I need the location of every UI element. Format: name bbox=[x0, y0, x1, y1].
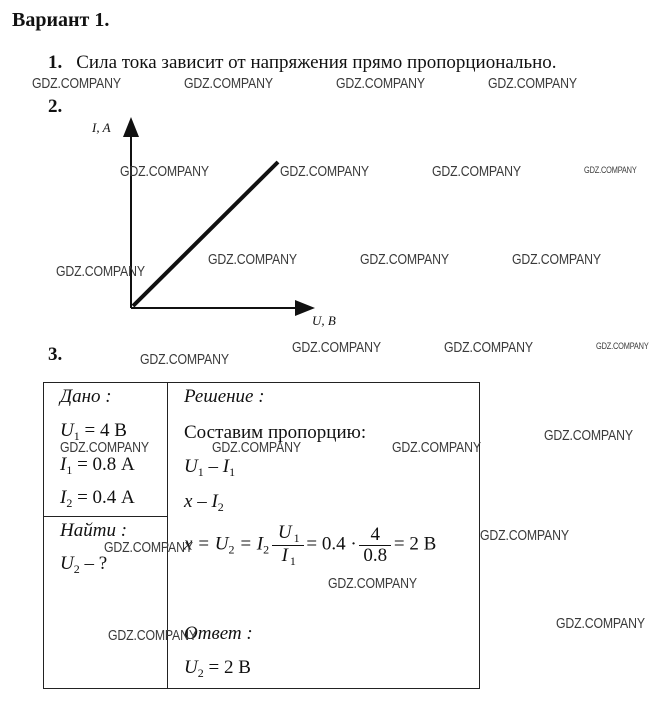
watermark: GDZ.COMPANY bbox=[212, 439, 301, 456]
watermark: GDZ.COMPANY bbox=[360, 251, 449, 268]
iu-graph bbox=[90, 112, 360, 337]
question-3-number: 3. bbox=[48, 344, 63, 365]
watermark: GDZ.COMPANY bbox=[328, 575, 417, 592]
variant-title: Вариант 1. bbox=[12, 9, 110, 31]
question-2-number: 2. bbox=[48, 96, 63, 117]
x-axis-label: U, B bbox=[312, 313, 336, 328]
given-i1: $I_1 = 0.8$ А bbox=[60, 454, 135, 477]
watermark: GDZ.COMPANY bbox=[280, 163, 369, 180]
y-axis-label: I, A bbox=[92, 120, 111, 135]
watermark: GDZ.COMPANY bbox=[544, 427, 633, 444]
watermark: GDZ.COMPANY bbox=[392, 439, 481, 456]
watermark: GDZ.COMPANY bbox=[584, 165, 637, 175]
watermark: GDZ.COMPANY bbox=[480, 527, 569, 544]
watermark: GDZ.COMPANY bbox=[120, 163, 209, 180]
watermark: GDZ.COMPANY bbox=[32, 75, 121, 92]
fraction-u1-i1: $\frac{U _1}{I _1}$ bbox=[274, 523, 302, 567]
watermark: GDZ.COMPANY bbox=[596, 341, 649, 351]
otvet-heading: Ответ : bbox=[184, 623, 253, 644]
watermark: GDZ.COMPANY bbox=[60, 439, 149, 456]
question-1-number: 1. bbox=[48, 52, 63, 73]
table-horizontal-divider bbox=[44, 516, 168, 517]
watermark: GDZ.COMPANY bbox=[292, 339, 381, 356]
naiti-heading: Найти : bbox=[60, 520, 128, 541]
watermark: GDZ.COMPANY bbox=[336, 75, 425, 92]
proportion-row-1: $U_1 - I_1$ bbox=[184, 456, 236, 479]
given-u1: $U_1 = 4$ В bbox=[60, 420, 127, 443]
answer-u2: $U_2 = 2$ В bbox=[184, 657, 251, 680]
proportion-intro: Составим пропорцию: bbox=[184, 422, 367, 443]
watermark: GDZ.COMPANY bbox=[56, 263, 145, 280]
given-i2: $I_2 = 0.4$ А bbox=[60, 487, 135, 510]
formula: $x = U_2 = I_2$ $\frac{U _1}{I _1}$ = 0.4 · $\frac{4}{0.8}$ = 2 В bbox=[184, 522, 437, 568]
reshenie-heading: Решение : bbox=[184, 386, 265, 407]
watermark: GDZ.COMPANY bbox=[104, 539, 193, 556]
fraction-4-08: $\frac{4}{0.8}$ bbox=[361, 525, 389, 566]
question-1 bbox=[48, 52, 557, 74]
watermark: GDZ.COMPANY bbox=[108, 627, 197, 644]
watermark: GDZ.COMPANY bbox=[432, 163, 521, 180]
proportion-row-2: x – $I_2$ bbox=[184, 491, 224, 514]
watermark: GDZ.COMPANY bbox=[556, 615, 645, 632]
watermark: GDZ.COMPANY bbox=[184, 75, 273, 92]
dano-heading: Дано : bbox=[60, 386, 112, 407]
question-1-text: Сила тока зависит от напряжения прямо пропорционально. bbox=[76, 52, 557, 73]
watermark: GDZ.COMPANY bbox=[208, 251, 297, 268]
find-u2: $U_2$ – ? bbox=[60, 553, 108, 576]
watermark: GDZ.COMPANY bbox=[512, 251, 601, 268]
watermark: GDZ.COMPANY bbox=[488, 75, 577, 92]
watermark: GDZ.COMPANY bbox=[444, 339, 533, 356]
proportional-line bbox=[133, 162, 278, 306]
watermark: GDZ.COMPANY bbox=[140, 351, 229, 368]
